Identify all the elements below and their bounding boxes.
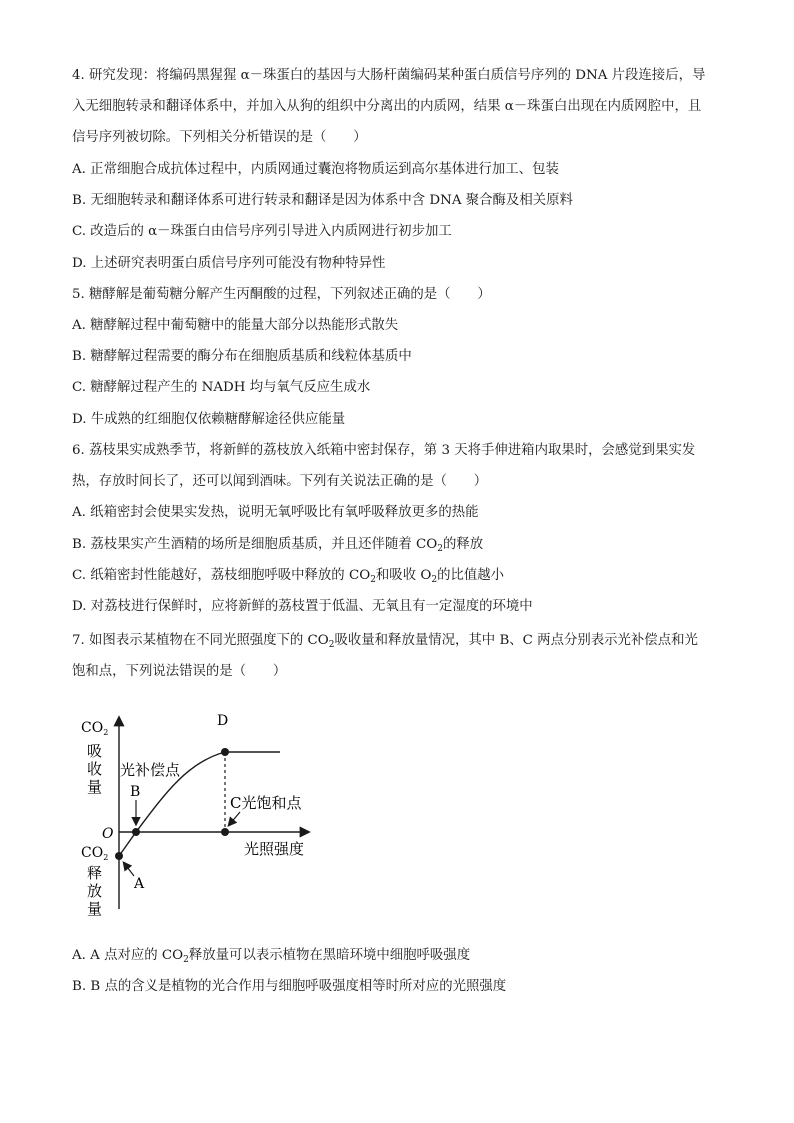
q4-option-a: A. 正常细胞合成抗体过程中，内质网通过囊泡将物质运到高尔基体进行加工、包装 [72,162,559,177]
q7-stem-text: 7. 如图表示某植物在不同光照强度下的 CO [72,633,329,648]
q6-option-c-text-mid: 和吸收 O [375,568,432,583]
q5-option-b: B. 糖酵解过程需要的酶分布在细胞质基质和线粒体基质中 [72,349,412,364]
origin-label: O [102,826,114,842]
q6-option-d: D. 对荔枝进行保鲜时，应将新鲜的荔枝置于低温、无氧且有一定湿度的环境中 [72,599,533,614]
y-label-co2-top: $CO_2$ [81,720,109,737]
subscript: 2 [328,640,335,650]
subscript: 2 [103,853,109,862]
q6-option-b-text: B. 荔枝果实产生酒精的场所是细胞质基质，并且还伴随着 CO [72,537,438,552]
q7-stem-line-2: 饱和点，下列说法错误的是（ ） [72,664,287,679]
y-label-bottom-char-2: 放 [87,882,103,900]
y-label-bottom-char-3: 量 [87,900,103,918]
subscript: 2 [431,575,438,585]
q7-stem-line-1 [72,631,698,651]
label-light-compensation: 光补偿点 [120,761,181,779]
q7-option-a-text-end: 释放量可以表示植物在黑暗环境中细胞呼吸强度 [188,948,471,963]
q7-stem-text-end: 吸收量和释放量情况，其中 B、C 两点分别表示光补偿点和光 [334,633,698,648]
q4-option-b: B. 无细胞转录和翻译体系可进行转录和翻译是因为体系中含 DNA 聚合酶及相关原料 [72,193,573,208]
label-b: B [130,784,141,800]
arrow-c-icon [229,812,240,825]
q4-option-d: D. 上述研究表明蛋白质信号序列可能没有物种特异性 [72,256,386,271]
point-c [221,828,229,836]
q6-stem-line-1: 6. 荔枝果实成熟季节，将新鲜的荔枝放入纸箱中密封保存，第 3 天将手伸进箱内取果时，会感觉到果实发 [72,443,696,458]
point-d [221,748,229,756]
q4-stem-line-2: 入无细胞转录和翻译体系中，并加入从狗的组织中分离出的内质网，结果 α－珠蛋白出现在内质网腔中，且 [72,99,702,114]
q5-stem-line-1: 5. 糖酵解是葡萄糖分解产生丙酮酸的过程，下列叙述正确的是（ ） [72,287,491,302]
y-label-top-char-3: 量 [87,778,103,796]
q7-option-a-text: A. A 点对应的 CO [72,948,184,963]
subscript: 2 [183,955,189,965]
y-label-co2-bottom: $CO_2$ [81,845,109,862]
point-a [115,852,123,860]
q5-option-c: C. 糖酵解过程产生的 NADH 均与氧气反应生成水 [72,380,371,395]
y-label-bottom-char-1: 释 [87,864,103,882]
q6-option-b-text-end: 的释放 [442,537,484,552]
q5-option-d: D. 牛成熟的红细胞仅依赖糖酵解途径供应能量 [72,412,346,427]
y-label-top-char-1: 吸 [87,742,103,760]
q7-option-b: B. B 点的含义是植物的光合作用与细胞呼吸强度相等时所对应的光照强度 [72,979,507,994]
q4-stem-line-3: 信号序列被切除。下列相关分析错误的是（ ） [72,130,367,145]
q6-option-c [72,566,504,586]
q6-option-c-text-end: 的比值越小 [437,568,505,583]
arrow-a-icon [124,863,134,876]
point-b [132,828,140,836]
q4-stem-line-1: 4. 研究发现：将编码黑猩猩 α－珠蛋白的基因与大肠杆菌编码某种蛋白质信号序列的 DNA 片段连接后，导 [72,68,706,83]
label-d: D [217,713,229,729]
q6-option-c-text: C. 纸箱密封性能越好，荔枝细胞呼吸中释放的 CO [72,568,371,583]
q6-option-a: A. 纸箱密封会使果实发热，说明无氧呼吸比有氧呼吸释放更多的热能 [72,505,479,520]
subscript: 2 [103,728,109,737]
q4-option-c: C. 改造后的 α－珠蛋白由信号序列引导进入内质网进行初步加工 [72,224,452,239]
subscript: 2 [437,544,443,554]
photosynthesis-curve-diagram [68,704,328,924]
label-a: A [134,876,145,892]
x-axis-label: 光照强度 [244,840,305,858]
label-c-light-saturation: C光饱和点 [230,794,302,812]
q6-option-b [72,535,483,555]
y-label-top-char-2: 收 [87,760,103,778]
subscript: 2 [370,575,376,585]
q7-option-a [72,946,470,966]
q5-option-a: A. 糖酵解过程中葡萄糖中的能量大部分以热能形式散失 [72,318,399,333]
q6-stem-line-2: 热，存放时间长了，还可以闻到酒味。下列有关说法正确的是（ ） [72,474,488,489]
